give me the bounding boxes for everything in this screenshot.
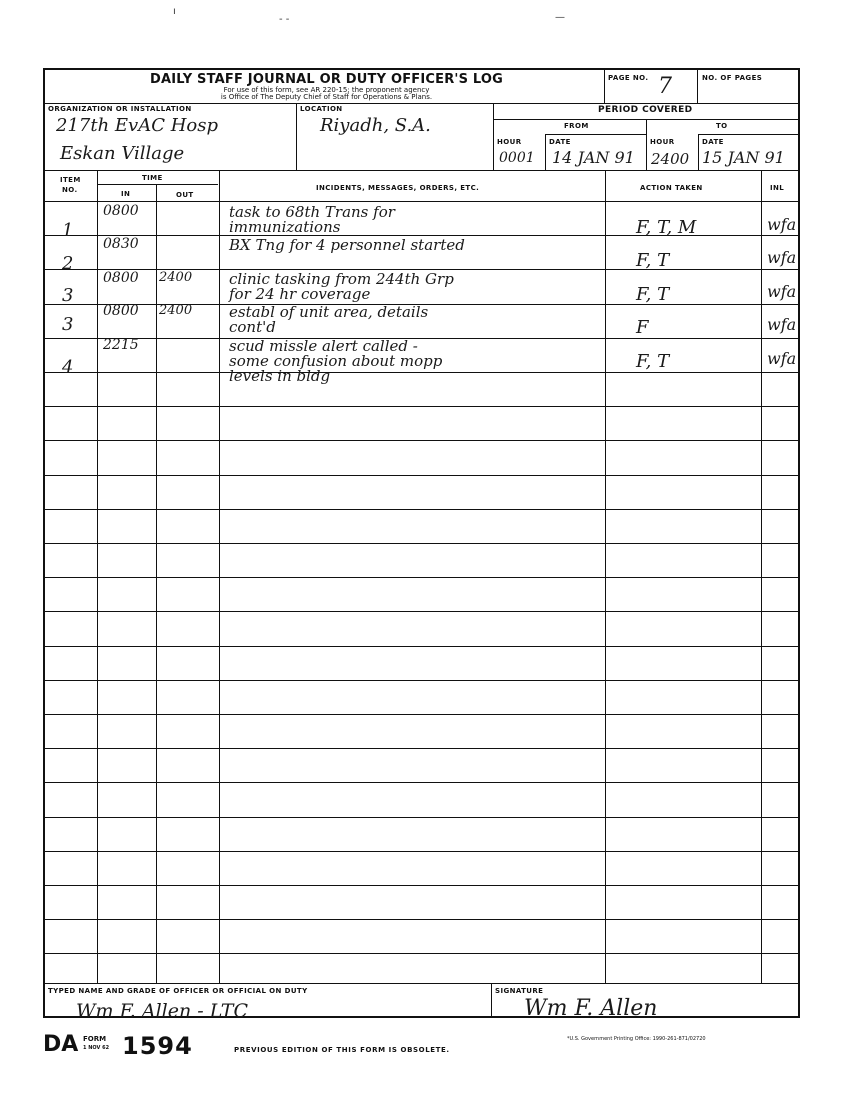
num-pages-label: NO. OF PAGES: [702, 74, 763, 82]
entry-incident-line[interactable]: immunizations: [229, 218, 341, 236]
incidents-label: INCIDENTS, MESSAGES, ORDERS, ETC.: [316, 184, 480, 192]
form-title: DAILY STAFF JOURNAL OR DUTY OFFICER'S LOG: [149, 72, 504, 87]
scan-mark: ı: [173, 6, 176, 17]
grid-row-line: [44, 543, 799, 544]
from-hour-value[interactable]: 0001: [499, 150, 535, 166]
location-label: LOCATION: [300, 105, 343, 113]
entry-initials[interactable]: wfa: [767, 315, 797, 334]
entry-initials[interactable]: wfa: [767, 248, 797, 267]
grid-row-line: [44, 372, 799, 373]
org-line1[interactable]: 217th EvAC Hosp: [56, 115, 218, 136]
entry-item-no[interactable]: 1: [62, 220, 74, 241]
footer-gpo: *U.S. Government Printing Office: 1990-261-871/02720: [567, 1036, 706, 1042]
entry-action[interactable]: F, T: [636, 351, 670, 372]
signature-value[interactable]: Wm F. Allen: [524, 996, 658, 1021]
typed-name-value[interactable]: Wm F. Allen - LTC: [76, 1000, 249, 1022]
entry-action[interactable]: F, T: [636, 284, 670, 305]
item-no-label: NO.: [62, 186, 78, 194]
footer-form-word: FORM: [83, 1035, 107, 1043]
from-date-value[interactable]: 14 JAN 91: [552, 148, 635, 167]
entry-time-out[interactable]: 2400: [159, 270, 193, 285]
footer-form-edition: [83, 1035, 109, 1053]
footer-da: DA: [43, 1032, 79, 1057]
grid-row-line: [44, 817, 799, 818]
footer-form-number: 1594: [122, 1032, 193, 1060]
entry-time-in[interactable]: 0830: [103, 236, 139, 252]
to-hour-label: HOUR: [650, 138, 675, 146]
grid-row-line: [44, 646, 799, 647]
form-title-block: [43, 72, 610, 101]
entry-time-in[interactable]: 2215: [103, 337, 139, 353]
footer-form-date: 1 NOV 62: [83, 1045, 110, 1051]
to-date-value[interactable]: 15 JAN 91: [702, 148, 785, 167]
entry-initials[interactable]: wfa: [767, 215, 797, 234]
scan-mark: —: [555, 12, 565, 23]
period-covered-label: PERIOD COVERED: [598, 105, 693, 115]
entry-incident-line[interactable]: BX Tng for 4 personnel started: [229, 236, 465, 254]
page-no-label: PAGE NO.: [608, 74, 649, 82]
entry-item-no[interactable]: 3: [62, 285, 74, 306]
entry-time-out[interactable]: 2400: [159, 303, 193, 318]
entry-incident-line[interactable]: establ of unit area, details: [229, 303, 429, 321]
item-label: ITEM: [60, 176, 81, 184]
entry-incident-line[interactable]: cont'd: [229, 318, 276, 336]
scan-mark: - -: [279, 14, 290, 25]
grid-row-line: [44, 338, 799, 339]
time-in-label: IN: [121, 190, 131, 198]
grid-row-line: [44, 714, 799, 715]
grid-row-line: [44, 577, 799, 578]
grid-row-line: [44, 748, 799, 749]
entry-action[interactable]: F, T, M: [636, 217, 697, 238]
entry-incident-line[interactable]: clinic tasking from 244th Grp: [229, 270, 454, 288]
grid-row-line: [44, 953, 799, 954]
grid-row-line: [44, 919, 799, 920]
entry-incident-line[interactable]: some confusion about mopp: [229, 352, 443, 370]
page-no-value[interactable]: 7: [658, 74, 672, 99]
entry-initials[interactable]: wfa: [767, 282, 797, 301]
org-label: ORGANIZATION OR INSTALLATION: [48, 105, 192, 113]
entry-action[interactable]: F, T: [636, 250, 670, 271]
to-hour-value[interactable]: 2400: [651, 150, 690, 168]
org-line2[interactable]: Eskan Village: [60, 143, 185, 164]
time-out-label: OUT: [176, 191, 194, 199]
entry-time-in[interactable]: 0800: [103, 270, 139, 286]
signature-label: SIGNATURE: [495, 987, 544, 995]
grid-row-line: [44, 509, 799, 510]
grid-row-line: [44, 440, 799, 441]
grid-row-line: [44, 611, 799, 612]
grid-row-line: [44, 680, 799, 681]
entry-time-in[interactable]: 0800: [103, 203, 139, 219]
grid-row-line: [44, 782, 799, 783]
entry-item-no[interactable]: 2: [62, 253, 74, 274]
entry-time-in[interactable]: 0800: [103, 303, 139, 319]
entry-action[interactable]: F: [636, 317, 649, 338]
entry-incident-line[interactable]: levels in bldg: [229, 367, 331, 385]
grid-row-line: [44, 475, 799, 476]
from-hour-label: HOUR: [497, 138, 522, 146]
grid-row-line: [44, 885, 799, 886]
entry-incident-line[interactable]: for 24 hr coverage: [229, 285, 371, 303]
inl-label: INL: [770, 184, 785, 192]
grid-row-line: [44, 406, 799, 407]
from-date-label: DATE: [549, 138, 571, 146]
time-label: TIME: [142, 174, 163, 182]
form-subtitle: For use of this form, see AR 220-15; the proponent agency: [223, 86, 430, 94]
action-taken-label: ACTION TAKEN: [640, 184, 703, 192]
entry-initials[interactable]: wfa: [767, 349, 797, 368]
typed-name-label: TYPED NAME AND GRADE OF OFFICER OR OFFICIAL ON DUTY: [48, 987, 308, 995]
grid-row-line: [44, 851, 799, 852]
to-date-label: DATE: [702, 138, 724, 146]
footer-previous-edition: PREVIOUS EDITION OF THIS FORM IS OBSOLETE.: [234, 1046, 450, 1054]
grid-header-line: [44, 201, 799, 202]
entry-incident-line[interactable]: task to 68th Trans for: [229, 203, 395, 221]
entry-item-no[interactable]: 3: [62, 314, 74, 335]
from-label: FROM: [564, 122, 589, 130]
location-value[interactable]: Riyadh, S.A.: [320, 115, 431, 136]
form-subtitle: is Office of The Deputy Chief of Staff for Operations & Plans.: [220, 93, 433, 101]
to-label: TO: [716, 122, 728, 130]
entry-item-no[interactable]: 4: [62, 357, 74, 378]
entry-incident-line[interactable]: scud missle alert called -: [229, 337, 418, 355]
